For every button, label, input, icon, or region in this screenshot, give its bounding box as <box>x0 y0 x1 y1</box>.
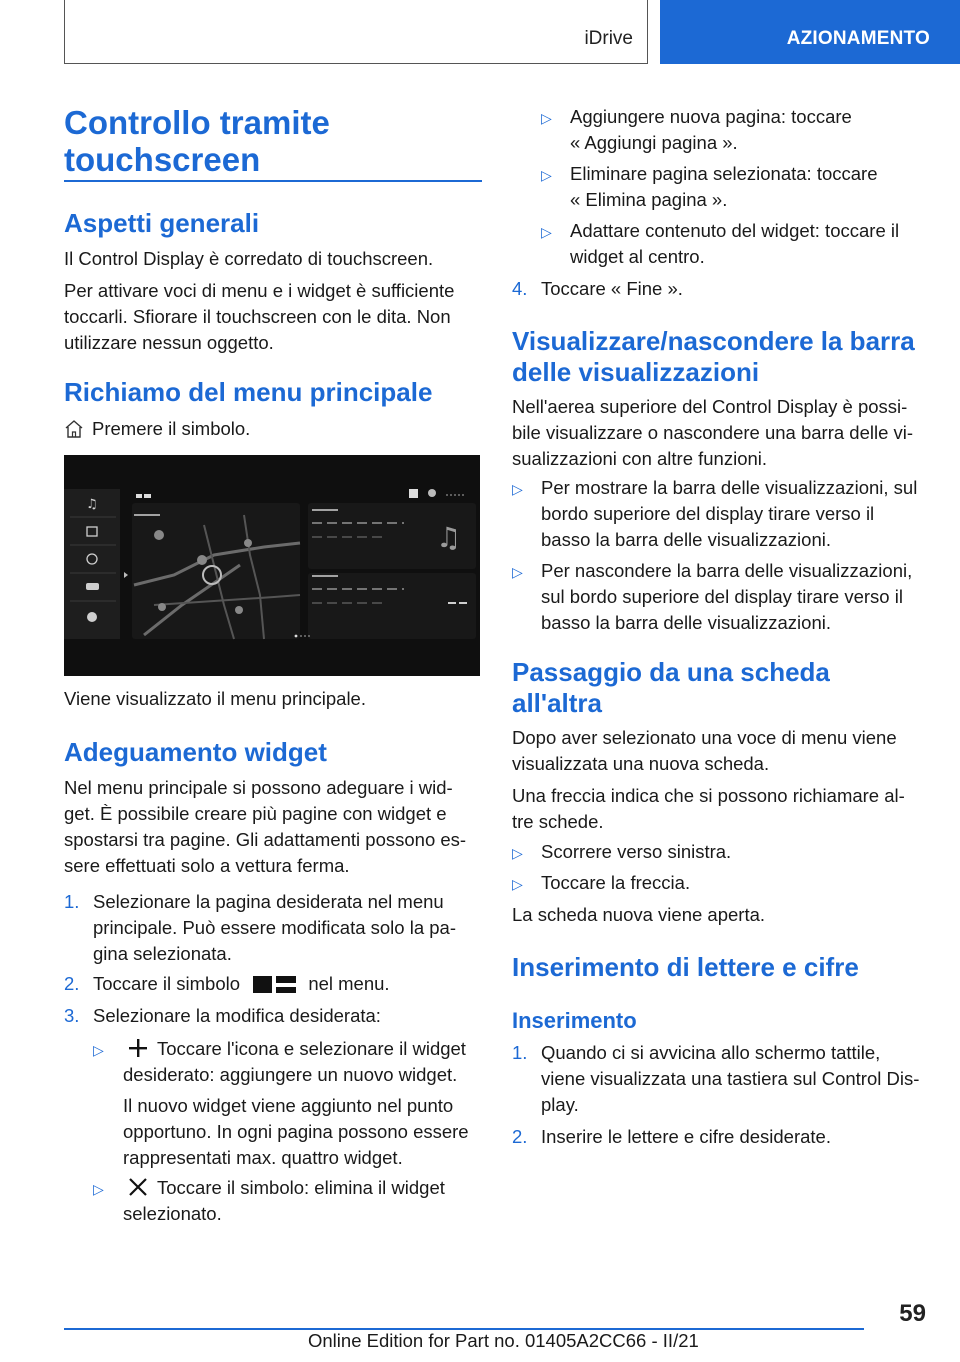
list-item-delete-page: ▷ Eliminare pagina selezionata: toccare « Elimina pagina ». <box>541 163 878 210</box>
triangle-bullet-icon: ▷ <box>541 224 552 240</box>
triangle-bullet-icon: ▷ <box>512 876 523 892</box>
header-frame <box>64 0 648 64</box>
paragraph: Il Control Display è corredato di touchscreen. <box>64 248 434 269</box>
page-number: 59 <box>899 1300 926 1327</box>
svg-text:♫: ♫ <box>86 497 98 512</box>
widget-edit-icon <box>253 974 297 994</box>
triangle-bullet-icon: ▷ <box>512 564 523 580</box>
triangle-bullet-icon: ▷ <box>512 845 523 861</box>
section-heading: Richiamo del menu principale <box>64 377 433 407</box>
step-number: 1. <box>512 1042 528 1063</box>
step-number: 4. <box>512 278 528 299</box>
note-add-widget: Il nuovo widget viene aggiunto nel punto opportuno. In ogni pagina possono essere rappresentati max. quattro widget. <box>123 1095 469 1168</box>
header-section-label: iDrive <box>584 28 633 49</box>
subsection-heading: Inserimento <box>512 1008 637 1033</box>
list-item-add-widget: ▷ Toccare l'icona e selezionare il widget desiderato: aggiungere un nuovo widget. <box>93 1038 466 1086</box>
svg-text:♫: ♫ <box>436 521 462 554</box>
plus-icon <box>127 1038 149 1058</box>
section-heading: all'altra <box>512 688 603 718</box>
triangle-bullet-icon: ▷ <box>512 481 523 497</box>
paragraph: La scheda nuova viene aperta. <box>512 904 766 925</box>
list-item-hide-bar: ▷ Per nascondere la barra delle visualizzazioni, sul bordo superiore del display tirare verso il basso la barra delle visualizzazioni. <box>512 560 913 633</box>
screenshot-caption: Viene visualizzato il menu principale. <box>64 688 366 709</box>
list-item-show-bar: ▷ Per mostrare la barra delle visualizzazioni, sul bordo superiore del display tirare verso il basso la barra delle visualizzazioni. <box>512 477 918 550</box>
step-number: 2. <box>512 1126 528 1147</box>
subsection-inserimento <box>512 1008 924 1034</box>
main-menu-illustration <box>64 455 480 676</box>
triangle-bullet-icon: ▷ <box>541 110 552 126</box>
section-aspetti-generali <box>64 208 482 356</box>
page-title: Controllo tramite touchscreen <box>64 104 330 178</box>
list-item-add-page: ▷ Aggiungere nuova pagina: toccare « Aggiungi pagina ». <box>541 106 852 153</box>
instruction-text: Premere il simbolo. <box>92 418 251 439</box>
list-item-step-1: 1. Quando ci si avvicina allo schermo tattile, viene visualizzata una tastiera sul Control Dis‐ play. <box>512 1042 920 1115</box>
paragraph-line: Per attivare voci di menu e i widget è sufficiente <box>64 280 455 301</box>
section-menu-principale <box>64 377 482 442</box>
triangle-bullet-icon: ▷ <box>93 1042 104 1058</box>
list-item-delete-widget: ▷ Toccare il simbolo: elimina il widget selezionato. <box>93 1177 445 1225</box>
section-heading: Passaggio da una scheda <box>512 657 830 687</box>
title-rule <box>64 180 482 182</box>
list-item-adapt-widget: ▷ Adattare contenuto del widget: toccare il widget al centro. <box>541 220 900 267</box>
section-barra-visualizzazioni: Visualizzare/nascondere la barra delle visualizzazioni Nell'aerea superiore del Control Display è possi‐ bile visualizzare o nascondere una barra delle vi‐ sualizzazioni con altre funzioni. <box>512 326 924 472</box>
footer-edition: Online Edition for Part no. 01405A2CC66 - II/21 <box>308 1330 699 1351</box>
section-passaggio-schede: Passaggio da una scheda all'altra Dopo aver selezionato una voce di menu viene visualizzata una nuova scheda. Una freccia indica che si possono richiamare al‐ tre schede. <box>512 657 924 835</box>
header-chapter-label: AZIONAMENTO <box>786 28 930 49</box>
section-heading: delle visualizzazioni <box>512 357 760 387</box>
section-heading: Adeguamento widget <box>64 737 327 767</box>
main-menu-screenshot <box>64 455 480 676</box>
triangle-bullet-icon: ▷ <box>93 1181 104 1197</box>
section-heading: Inserimento di lettere e cifre <box>512 952 859 982</box>
header-chapter-tab[interactable] <box>660 0 960 64</box>
section-heading: Aspetti generali <box>64 208 260 238</box>
close-icon <box>127 1177 149 1197</box>
section-adeguamento-widget: Adeguamento widget Nel menu principale si possono adeguare i wid‐ get. È possibile creare più pagine con widget e spostarsi tra pagine. Gli adattamenti possono es‐ sere effettuati solo a vettura ferma. <box>64 737 482 879</box>
section-inserimento <box>512 952 924 983</box>
step-number: 3. <box>64 1005 80 1026</box>
paragraph-line: utilizzare nessun oggetto. <box>64 332 274 353</box>
section-heading: Visualizzare/nascondere la barra <box>512 326 915 356</box>
list-item-step-1: 1. Selezionare la pagina desiderata nel menu principale. Può essere modificata solo la pa‐ gina selezionata. <box>64 891 456 964</box>
paragraph-line: toccarli. Sfiorare il touchscreen con le dita. Non <box>64 306 451 327</box>
step-number: 1. <box>64 891 80 912</box>
home-icon <box>64 419 84 439</box>
triangle-bullet-icon: ▷ <box>541 167 552 183</box>
step-number: 2. <box>64 973 80 994</box>
